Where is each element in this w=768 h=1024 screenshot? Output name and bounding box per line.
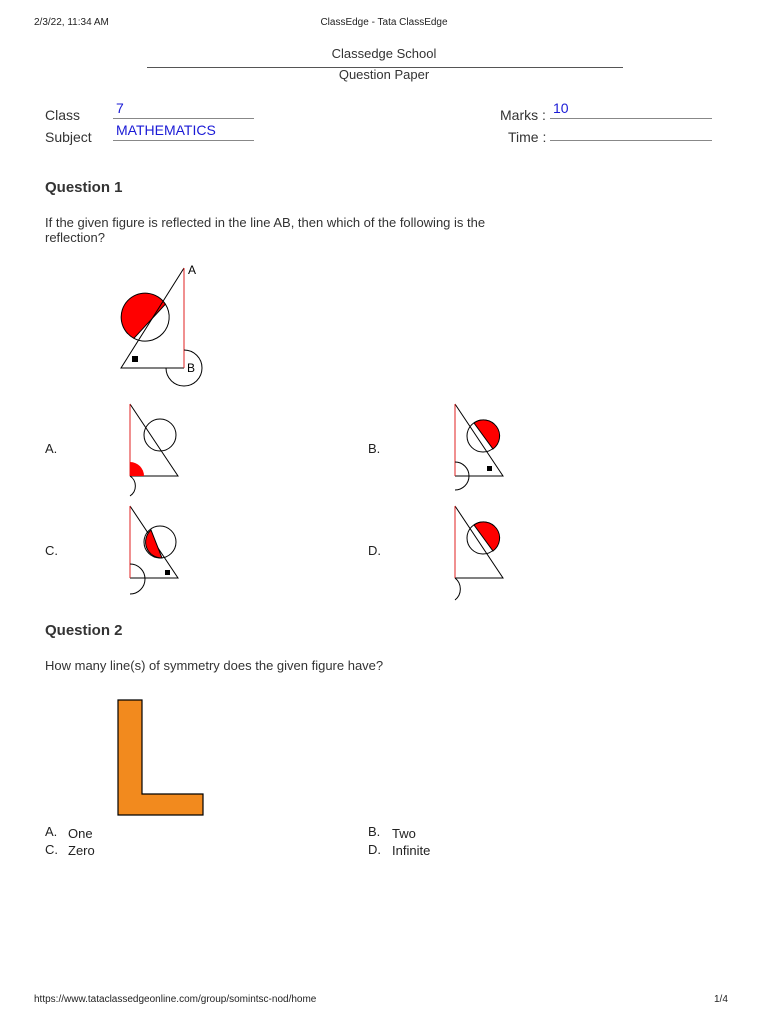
q1-option-d-letter: D. (368, 543, 381, 558)
q2-option-c-letter: C. (45, 842, 58, 857)
question-2-l-shape (116, 699, 206, 817)
print-title: ClassEdge - Tata ClassEdge (320, 17, 448, 28)
q1-option-a-figure[interactable] (120, 400, 190, 500)
marks-label: Marks : (500, 107, 546, 123)
question-2-text: How many line(s) of symmetry does the given figure have? (45, 658, 384, 673)
q1-option-b-figure[interactable] (445, 400, 515, 500)
marks-underline (550, 118, 712, 119)
q2-option-d-letter: D. (368, 842, 381, 857)
footer-url[interactable]: https://www.tataclassedgeonline.com/group/somintsc-nod/home (34, 994, 317, 1005)
page-number: 1/4 (714, 994, 728, 1005)
print-datetime: 2/3/22, 11:34 AM (34, 17, 109, 28)
q1-option-d-figure[interactable] (445, 502, 515, 602)
time-underline (550, 140, 712, 141)
question-1-text: If the given figure is reflected in the line AB, then which of the following is the reflection? (45, 215, 486, 245)
marks-value: 10 (553, 100, 569, 116)
subject-underline (113, 140, 254, 141)
question-1-figure (110, 260, 220, 400)
class-value: 7 (116, 100, 124, 116)
q1-option-c-letter: C. (45, 543, 58, 558)
q2-option-d-text[interactable]: Infinite (392, 843, 431, 858)
label-a: A (188, 263, 197, 277)
time-label: Time : (508, 129, 547, 145)
class-label: Class (45, 107, 81, 123)
q2-option-b-text[interactable]: Two (392, 826, 416, 841)
subject-value: MATHEMATICS (116, 122, 216, 138)
subject-label: Subject (45, 129, 92, 145)
question-1-title: Question 1 (45, 179, 123, 196)
q1-option-b-letter: B. (368, 441, 381, 456)
q2-option-b-letter: B. (368, 824, 381, 839)
class-underline (113, 118, 254, 119)
q2-option-a-text[interactable]: One (68, 826, 93, 841)
question-2-title: Question 2 (45, 622, 123, 639)
q1-option-a-letter: A. (45, 441, 58, 456)
q1-option-c-figure[interactable] (120, 502, 190, 602)
school-name: Classedge School (331, 46, 437, 61)
label-b: B (187, 361, 196, 375)
q2-option-a-letter: A. (45, 824, 58, 839)
q2-option-c-text[interactable]: Zero (68, 843, 95, 858)
paper-title: Question Paper (338, 67, 430, 82)
